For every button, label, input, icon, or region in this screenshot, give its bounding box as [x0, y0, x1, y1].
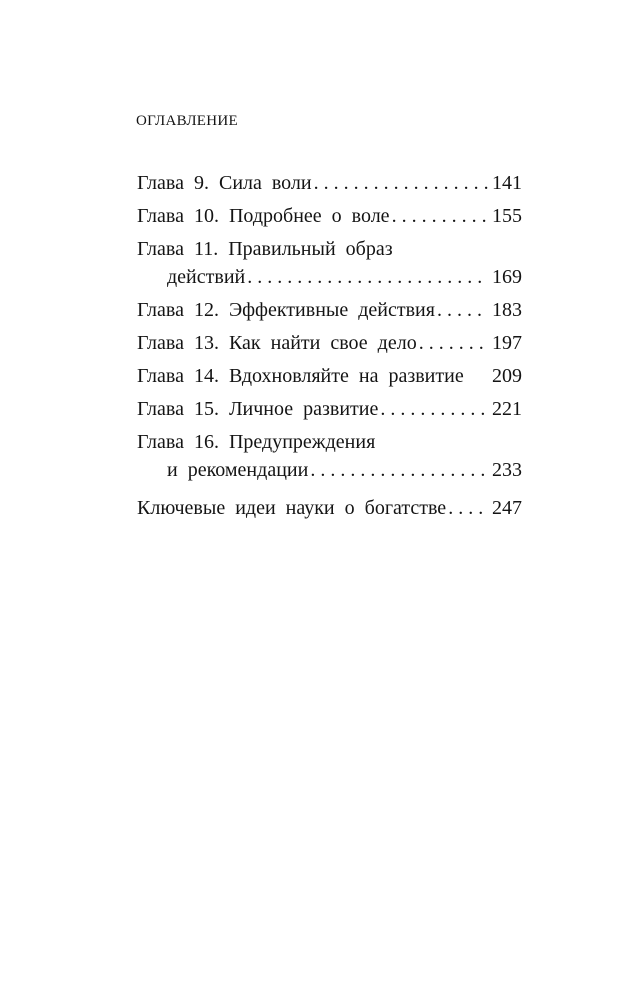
toc-entry-chapter-13: [137, 329, 522, 357]
toc-entry-title: Глава 11. Правильный образ: [137, 238, 393, 260]
toc-line: [137, 235, 522, 263]
toc-entry-key-ideas: [137, 494, 522, 522]
toc-page-number: 197: [492, 332, 522, 354]
toc-entry-title: Глава 10. Подробнее о воле: [137, 205, 390, 227]
toc-page-number: 169: [492, 266, 522, 288]
toc-entry-chapter-11: [137, 235, 522, 291]
toc-line: [137, 329, 522, 357]
dot-leader: [310, 456, 488, 484]
toc-entry-title: Глава 9. Сила воли: [137, 172, 312, 194]
dot-leader: [247, 263, 488, 291]
toc-line: [137, 296, 522, 324]
toc-line: [137, 395, 522, 423]
table-of-contents: [137, 169, 522, 527]
dot-leader: [437, 296, 488, 324]
toc-entry-chapter-16: [137, 428, 522, 484]
dot-leader: [380, 395, 488, 423]
toc-line-continuation: [137, 263, 522, 291]
toc-page-number: 155: [492, 205, 522, 227]
toc-entry-title: Глава 15. Личное развитие: [137, 398, 379, 420]
toc-page-number: 183: [492, 299, 522, 321]
toc-line: [137, 494, 522, 522]
toc-page-number: 233: [492, 459, 522, 481]
dot-leader: [392, 202, 488, 230]
dot-leader: [419, 329, 488, 357]
toc-entry-chapter-12: [137, 296, 522, 324]
toc-page-number: 221: [492, 398, 522, 420]
toc-entry-chapter-9: [137, 169, 522, 197]
toc-entry-title: Глава 13. Как найти свое дело: [137, 332, 417, 354]
dot-leader: [448, 494, 488, 522]
toc-entry-title-continuation: и рекомендации: [167, 459, 309, 481]
toc-page-number: 209: [492, 365, 522, 387]
toc-entry-title: Ключевые идеи науки о богатстве: [137, 497, 447, 519]
toc-page-number: 141: [492, 172, 522, 194]
toc-line: [137, 428, 522, 456]
toc-line: [137, 362, 522, 390]
toc-entry-chapter-10: [137, 202, 522, 230]
toc-entry-chapter-15: [137, 395, 522, 423]
toc-line: [137, 202, 522, 230]
toc-entry-title-continuation: действий: [167, 266, 246, 288]
toc-entry-title: Глава 16. Предупреждения: [137, 431, 376, 453]
page-title: ОГЛАВЛЕНИЕ: [136, 113, 238, 129]
toc-entry-title: Глава 12. Эффективные действия: [137, 299, 435, 321]
toc-page-number: 247: [492, 497, 522, 519]
toc-entry-title: Глава 14. Вдохновляйте на развитие: [137, 365, 464, 387]
toc-line: [137, 169, 522, 197]
toc-entry-chapter-14: [137, 362, 522, 390]
toc-line-continuation: [137, 456, 522, 484]
dot-leader: [314, 169, 488, 197]
